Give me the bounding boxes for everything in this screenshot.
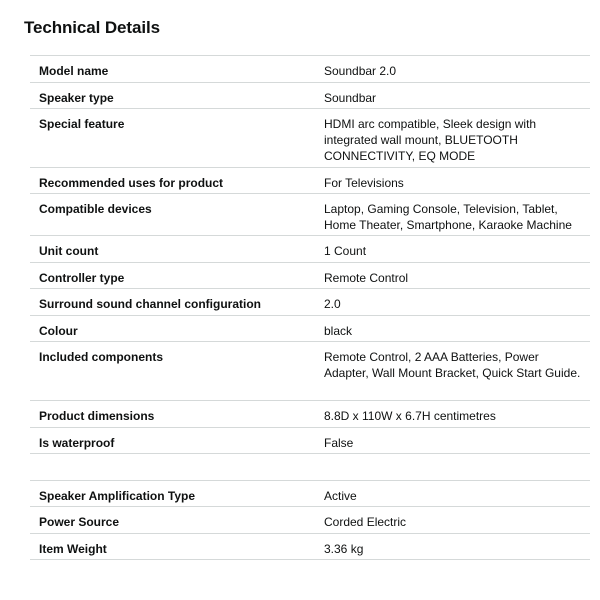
row-label: Power Source: [39, 515, 120, 529]
row-label: Special feature: [39, 117, 125, 131]
table-row: [30, 289, 590, 316]
table-row-empty: [30, 454, 590, 481]
row-value: Soundbar 2.0: [324, 64, 397, 78]
row-label: Controller type: [39, 271, 125, 285]
table-row: [30, 56, 590, 83]
row-value: For Televisions: [324, 176, 404, 190]
row-label: Item Weight: [39, 542, 107, 556]
section-title: Technical Details: [24, 18, 160, 37]
row-label: Included components: [39, 350, 164, 364]
technical-details-table: [30, 55, 590, 560]
row-value: Remote Control, 2 AAA Batteries, Power Adapter, Wall Mount Bracket, Quick Start Guide.: [324, 350, 581, 380]
row-value: Active: [324, 489, 357, 503]
row-value: Corded Electric: [324, 515, 407, 529]
table-row: [30, 168, 590, 194]
table-row: [30, 481, 590, 507]
table-row: [30, 401, 590, 428]
row-value: black: [324, 324, 353, 338]
row-label: Compatible devices: [39, 202, 152, 216]
row-label: Speaker type: [39, 91, 114, 105]
row-value: 1 Count: [324, 244, 367, 258]
row-label: Model name: [39, 64, 109, 78]
row-value: False: [324, 436, 354, 450]
table-row: [30, 428, 590, 454]
row-label: Colour: [39, 324, 78, 338]
row-label: Recommended uses for product: [39, 176, 224, 190]
row-label: Speaker Amplification Type: [39, 489, 196, 503]
row-label: Unit count: [39, 244, 99, 258]
row-value: Remote Control: [324, 271, 409, 285]
row-value: Laptop, Gaming Console, Television, Tablet, Home Theater, Smartphone, Karaoke Machine: [324, 202, 572, 232]
table-row: [30, 83, 590, 109]
table-row: [30, 109, 590, 168]
table-row: [30, 194, 590, 236]
row-value: 2.0: [324, 297, 341, 311]
table-row: [30, 534, 590, 560]
row-value: Soundbar: [324, 91, 377, 105]
table-row: [30, 342, 590, 401]
row-value: 3.36 kg: [324, 542, 364, 556]
row-value: 8.8D x 110W x 6.7H centimetres: [324, 409, 496, 423]
table-row: [30, 507, 590, 534]
row-label: Is waterproof: [39, 436, 115, 450]
row-label: Product dimensions: [39, 409, 155, 423]
table-row: [30, 316, 590, 342]
table-row: [30, 236, 590, 263]
row-value: HDMI arc compatible, Sleek design with integrated wall mount, BLUETOOTH CONNECTIVITY, EQ MODE: [324, 117, 537, 163]
row-label: Surround sound channel configuration: [39, 297, 261, 311]
table-row: [30, 263, 590, 289]
